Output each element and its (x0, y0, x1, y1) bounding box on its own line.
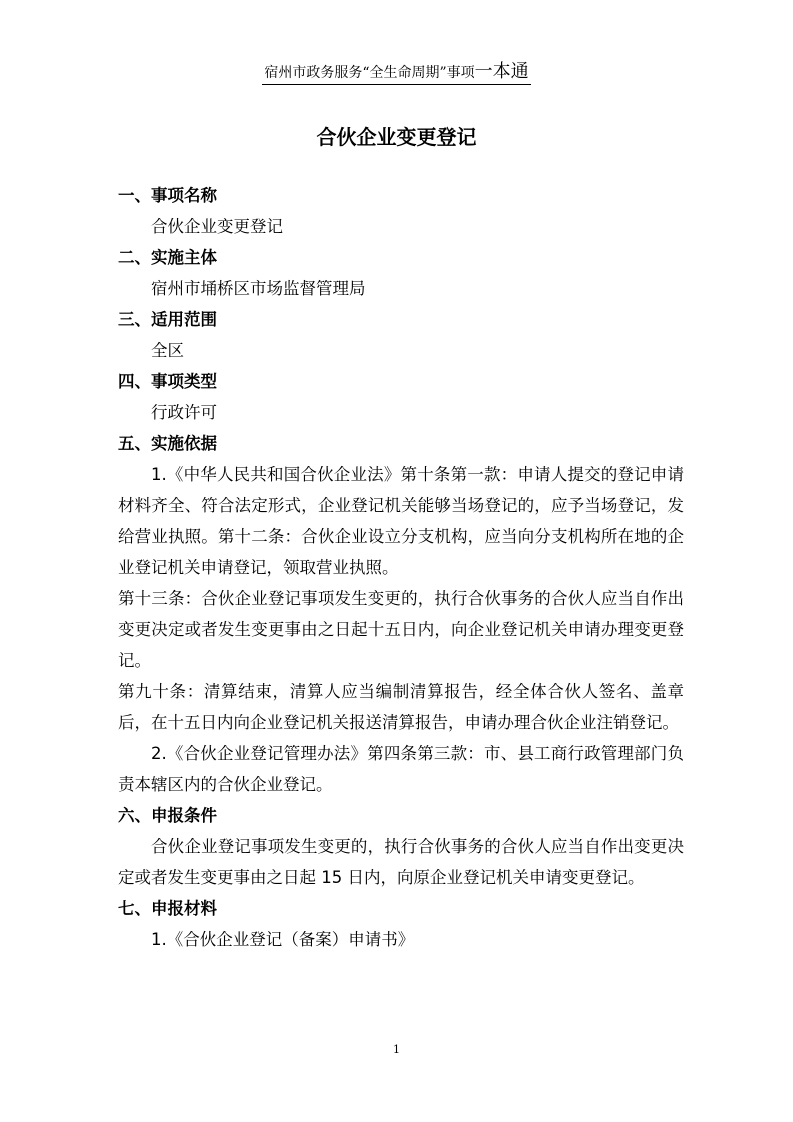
page-header (0, 62, 793, 85)
header-text-main: 宿州市政务服务“全生命周期”事项 (264, 65, 475, 81)
section-heading-item-type: 四、事项类型 (118, 372, 217, 391)
materials-item-1: 1.《合伙企业登记（备案）申请书》 (151, 930, 415, 949)
header-text (262, 62, 530, 85)
legal-basis-paragraph-1: 1.《中华人民共和国合伙企业法》第十条第一款：申请人提交的登记申请材料齐全、符合法定形式，企业登记机关能够当场登记的，应予当场登记，发给营业执照。第十二条：合伙企业设立分支机构，应当向分支机构所在地的企业登记机关申请登记，领取营业执照。 (118, 465, 684, 577)
header-text-big: 一本通 (474, 61, 529, 82)
legal-basis-paragraph-3: 第九十条：清算结束，清算人应当编制清算报告，经全体合伙人签名、盖章后，在十五日内向企业登记机关报送清算报告，申请办理合伙企业注销登记。 (118, 682, 684, 732)
section-heading-materials: 七、申报材料 (118, 899, 217, 918)
section-value-implementing-body: 宿州市埇桥区市场监督管理局 (151, 279, 366, 298)
page-number: 1 (393, 1043, 400, 1056)
conditions-paragraph: 合伙企业登记事项发生变更的，执行合伙事务的合伙人应当自作出变更决定或者发生变更事由之日起 15 日内，向原企业登记机关申请变更登记。 (118, 837, 684, 887)
section-value-scope: 全区 (151, 341, 184, 360)
section-value-item-type: 行政许可 (151, 403, 217, 422)
section-value-item-name: 合伙企业变更登记 (151, 217, 283, 236)
section-heading-item-name: 一、事项名称 (118, 186, 217, 205)
legal-basis-paragraph-2: 第十三条：合伙企业登记事项发生变更的，执行合伙事务的合伙人应当自作出变更决定或者发生变更事由之日起十五日内，向企业登记机关申请办理变更登记。 (118, 589, 684, 670)
section-heading-conditions: 六、申报条件 (118, 806, 217, 825)
section-heading-legal-basis: 五、实施依据 (118, 434, 217, 453)
legal-basis-paragraph-4: 2.《合伙企业登记管理办法》第四条第三款：市、县工商行政管理部门负责本辖区内的合伙企业登记。 (118, 744, 684, 794)
section-heading-implementing-body: 二、实施主体 (118, 248, 217, 267)
document-body (118, 180, 684, 955)
document-title: 合伙企业变更登记 (316, 125, 477, 149)
section-heading-scope: 三、适用范围 (118, 310, 217, 329)
